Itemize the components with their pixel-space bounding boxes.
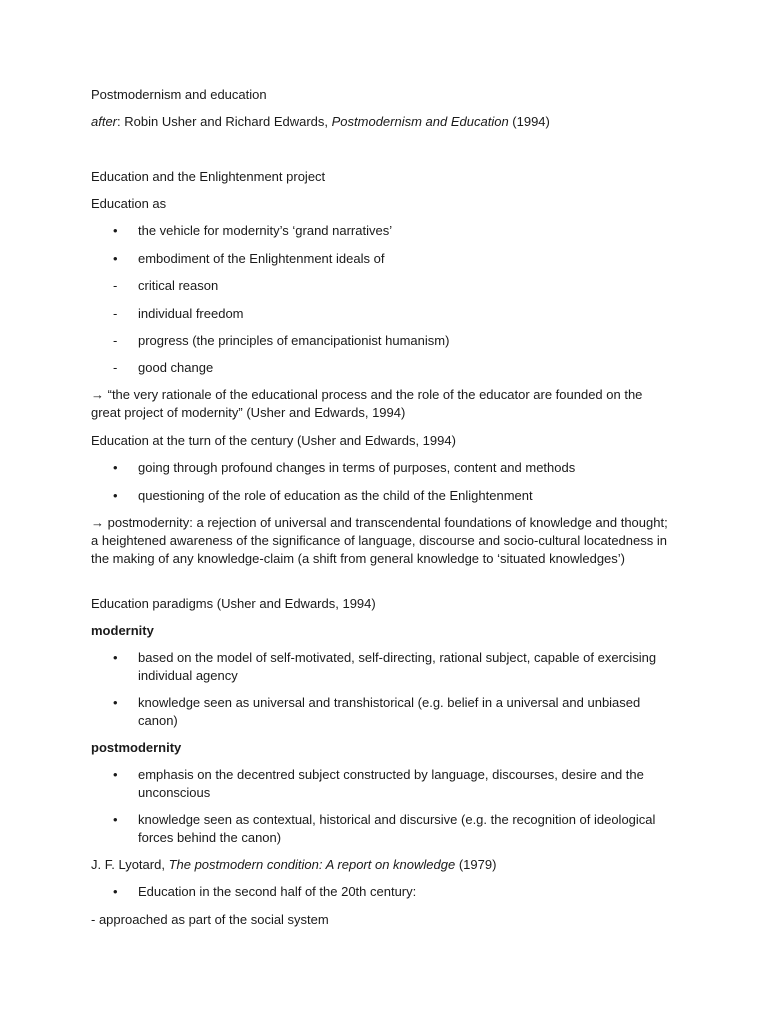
list-item-text: the vehicle for modernity’s ‘grand narratives’ — [138, 223, 393, 238]
source-authors: : Robin Usher and Richard Edwards, — [117, 114, 332, 129]
source-citation — [91, 113, 671, 131]
dash-marker: - — [113, 306, 118, 321]
dash-marker: - — [113, 360, 118, 375]
paradigms-heading: Education paradigms (Usher and Edwards, 1994) — [91, 596, 376, 611]
source-year: (1994) — [508, 114, 550, 129]
postmodernity-label: postmodernity — [91, 740, 182, 755]
bullet-marker: • — [113, 650, 118, 665]
source-book-title: Postmodernism and Education — [331, 114, 509, 129]
list-item-text: knowledge seen as universal and transhistorical (e.g. belief in a universal and unbiased canon) — [138, 695, 641, 728]
turn-of-century-heading: Education at the turn of the century (Usher and Edwards, 1994) — [91, 433, 456, 448]
list-item-text: based on the model of self-motivated, self-directing, rational subject, capable of exercising individual agency — [138, 650, 657, 683]
list-item-text: questioning of the role of education as the child of the Enlightenment — [138, 488, 533, 503]
list-item-text: embodiment of the Enlightenment ideals of — [138, 251, 385, 266]
ideal-text: progress (the principles of emancipationist humanism) — [138, 333, 450, 348]
lyotard-year: (1979) — [455, 857, 497, 872]
ideal-text: critical reason — [138, 278, 219, 293]
document-title: Postmodernism and education — [91, 87, 267, 102]
list-item-text: going through profound changes in terms of purposes, content and methods — [138, 460, 576, 475]
lyotard-book-title: The postmodern condition: A report on knowledge — [168, 857, 456, 872]
education-as-label: Education as — [91, 196, 167, 211]
lyotard-author: J. F. Lyotard, — [91, 857, 169, 872]
bullet-marker: • — [113, 812, 118, 827]
list-item-text: Education in the second half of the 20th century: — [138, 884, 417, 899]
after-label: after — [91, 114, 118, 129]
bullet-marker: • — [113, 460, 118, 475]
enlightenment-heading: Education and the Enlightenment project — [91, 169, 326, 184]
social-system-point: - approached as part of the social system — [91, 912, 329, 927]
modernity-label: modernity — [91, 623, 154, 638]
bullet-marker: • — [113, 223, 118, 238]
list-item-text: emphasis on the decentred subject constructed by language, discourses, desire and the unconscious — [138, 767, 644, 800]
dash-marker: - — [113, 333, 118, 348]
bullet-marker: • — [113, 695, 118, 710]
ideal-text: good change — [138, 360, 214, 375]
dash-marker: - — [113, 278, 118, 293]
bullet-marker: • — [113, 767, 118, 782]
bullet-marker: • — [113, 251, 118, 266]
modernity-quote: → “the very rationale of the educational process and the role of the educator are founded on the great project of modernity” (Usher and Edwards, 1994) — [91, 387, 643, 420]
bullet-marker: • — [113, 488, 118, 503]
list-item-text: knowledge seen as contextual, historical and discursive (e.g. the recognition of ideological forces behind the canon) — [138, 812, 656, 845]
postmodernity-definition: → postmodernity: a rejection of universal and transcendental foundations of knowledge and thought; a heightened awareness of the significance of language, discourse and socio-cultural locatedness in the making of any knowledge-claim (a shift from general knowledge to ‘situated knowledges’) — [91, 515, 668, 566]
bullet-marker: • — [113, 884, 118, 899]
ideal-text: individual freedom — [138, 306, 244, 321]
lyotard-citation — [91, 856, 671, 874]
